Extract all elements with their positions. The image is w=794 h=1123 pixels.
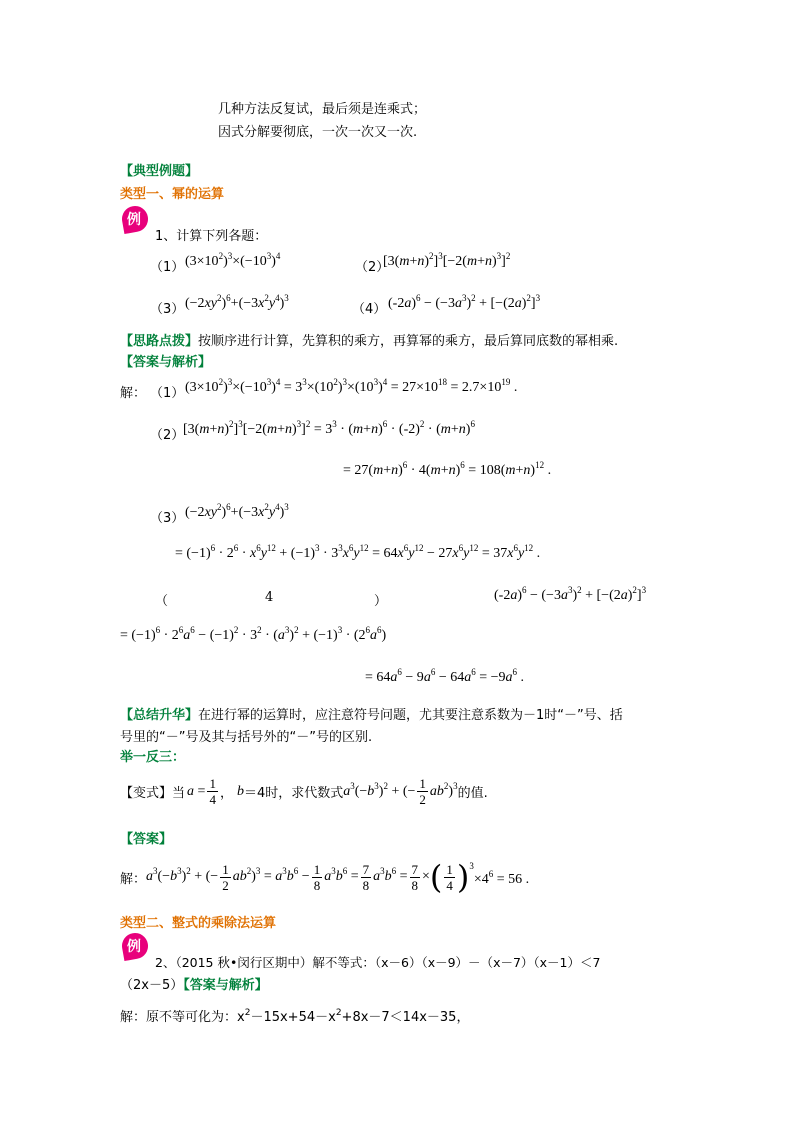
answer-heading: 【答案与解析】	[120, 355, 212, 370]
example1-prompt: 1、计算下列各题：	[155, 229, 268, 244]
s4-expression-line2: = $(-1)^6 \cdot 2^6a^6 - (-1)^2 \cdot 3^2 \cdot (a^3)^2 + (-1)^3 \cdot (2^6a^6)$	[120, 625, 387, 643]
q1-expression: $(3\times 10^2)^3\times(-10^3)^4$	[185, 251, 281, 269]
s1-expression: $(3\times 10^2)^3\times(-10^3)^4 = 3^3\times(10^2)^3\times(10^3)^4 = 27\times 10^{18} = 2.7\times 10^{19}$ .	[185, 377, 518, 395]
fraction-one-half: $\frac{1}{2}$	[419, 776, 426, 807]
practice-heading: 举一反三：	[120, 750, 186, 765]
s4-expression-line1: $(-2a)^6 - (-3a^3)^2 + [-(2a)^2]^3$	[494, 585, 647, 603]
q3-expression: $(-2xy^2)^6+(-3x^2y^4)^3$	[185, 293, 289, 311]
type2-heading: 类型二、整式的乘除法运算	[120, 916, 277, 931]
s2-number: （2）	[150, 428, 185, 443]
s4-close-paren: ）	[374, 594, 388, 609]
q3-number: （3）	[150, 302, 185, 317]
variant-answer-heading: 【答案】	[120, 832, 173, 847]
q2-number: （2）	[355, 260, 390, 275]
q2-expression: $[3(m+n)^2]^3[-2(m+n)^3]^2$	[383, 251, 511, 269]
q4-number: （4）	[352, 302, 387, 317]
example-badge: 例	[120, 204, 150, 234]
s3-number: （3）	[150, 511, 185, 526]
hint-paragraph: 【思路点拨】按顺序进行计算，先算积的乘方，再算幂的乘方，最后算同底数的幂相乘.	[120, 334, 619, 349]
intro-line-1: 几种方法反复试，最后须是连乘式；	[218, 102, 427, 117]
fraction-one-quarter: $\frac{1}{4}$	[209, 776, 216, 807]
variant-solution: 解： $a^3(-b^3)^2$ + (− $\frac{1}{2}$ $ab^2)^3 = a^3b^6$ − $\frac{1}{8}$ $a^3b^6$ = $\frac{7}{8}$ $a^3b^6$ = $\frac{7}{8}$ × ( $\frac{1}{4}$ ) $^3\times 4^6 = 56$ .	[120, 858, 530, 896]
example2-line-2: （2x－5）【答案与解析】	[120, 978, 268, 993]
s1-number: （1）	[150, 386, 185, 401]
s4-expression-line3: = $64a^6 - 9a^6 - 64a^6 = -9a^6$ .	[365, 667, 525, 685]
s2-expression-line1: $[3(m+n)^2]^3[-2(m+n)^3]^2 = 3^3 \cdot (m+n)^6 \cdot (-2)^2 \cdot (m+n)^6$	[183, 419, 475, 437]
variant-line: 【变式】 当 a = $\frac{1}{4}$ ， b ＝4时，求代数式 $a^3(-b^3)^2$ + (− $\frac{1}{2}$ $ab^2)^3$ 的值.	[120, 776, 488, 807]
typical-examples-heading: 【典型例题】	[120, 164, 199, 179]
example2-solution: 解：原不等可化为：$x^2-15x+54-x^2+8x-7<14x-35$，	[120, 1008, 470, 1025]
type1-heading: 类型一、幂的运算	[120, 187, 225, 202]
s4-open-paren: （	[155, 594, 169, 609]
q4-expression: $(-2a)^6 - (-3a^3)^2 + [-(2a)^2]^3$	[388, 293, 541, 311]
intro-line-2: 因式分解要彻底，一次一次又一次.	[218, 125, 418, 140]
solution-jie: 解：	[120, 386, 147, 401]
s4-number: 4	[265, 590, 274, 605]
example-badge-2: 例	[120, 931, 150, 961]
example2-line-1: 2、（2015 秋•闵行区期中）解不等式：（x－6）（x－9）－（x－7）（x－1）＜7	[155, 955, 601, 970]
s3-expression-line2: = $(-1)^6 \cdot 2^6 \cdot x^6y^{12} + (-1)^3 \cdot 3^3x^6y^{12} = 64x^6y^{12} - 27x^6y^{12} = 37x^6y^{12}$ .	[175, 543, 541, 561]
summary-line-2: 号里的“－”号及其与括号外的“－”号的区别.	[120, 730, 373, 745]
s2-expression-line2: = $27(m+n)^6 \cdot 4(m+n)^6 = 108(m+n)^{12}$ .	[343, 460, 552, 478]
q1-number: （1）	[150, 260, 185, 275]
s3-expression-line1: $(-2xy^2)^6+(-3x^2y^4)^3$	[185, 502, 289, 520]
summary-line-1: 【总结升华】在进行幂的运算时，应注意符号问题，尤其要注意系数为－1时“－”号、括	[120, 708, 623, 723]
